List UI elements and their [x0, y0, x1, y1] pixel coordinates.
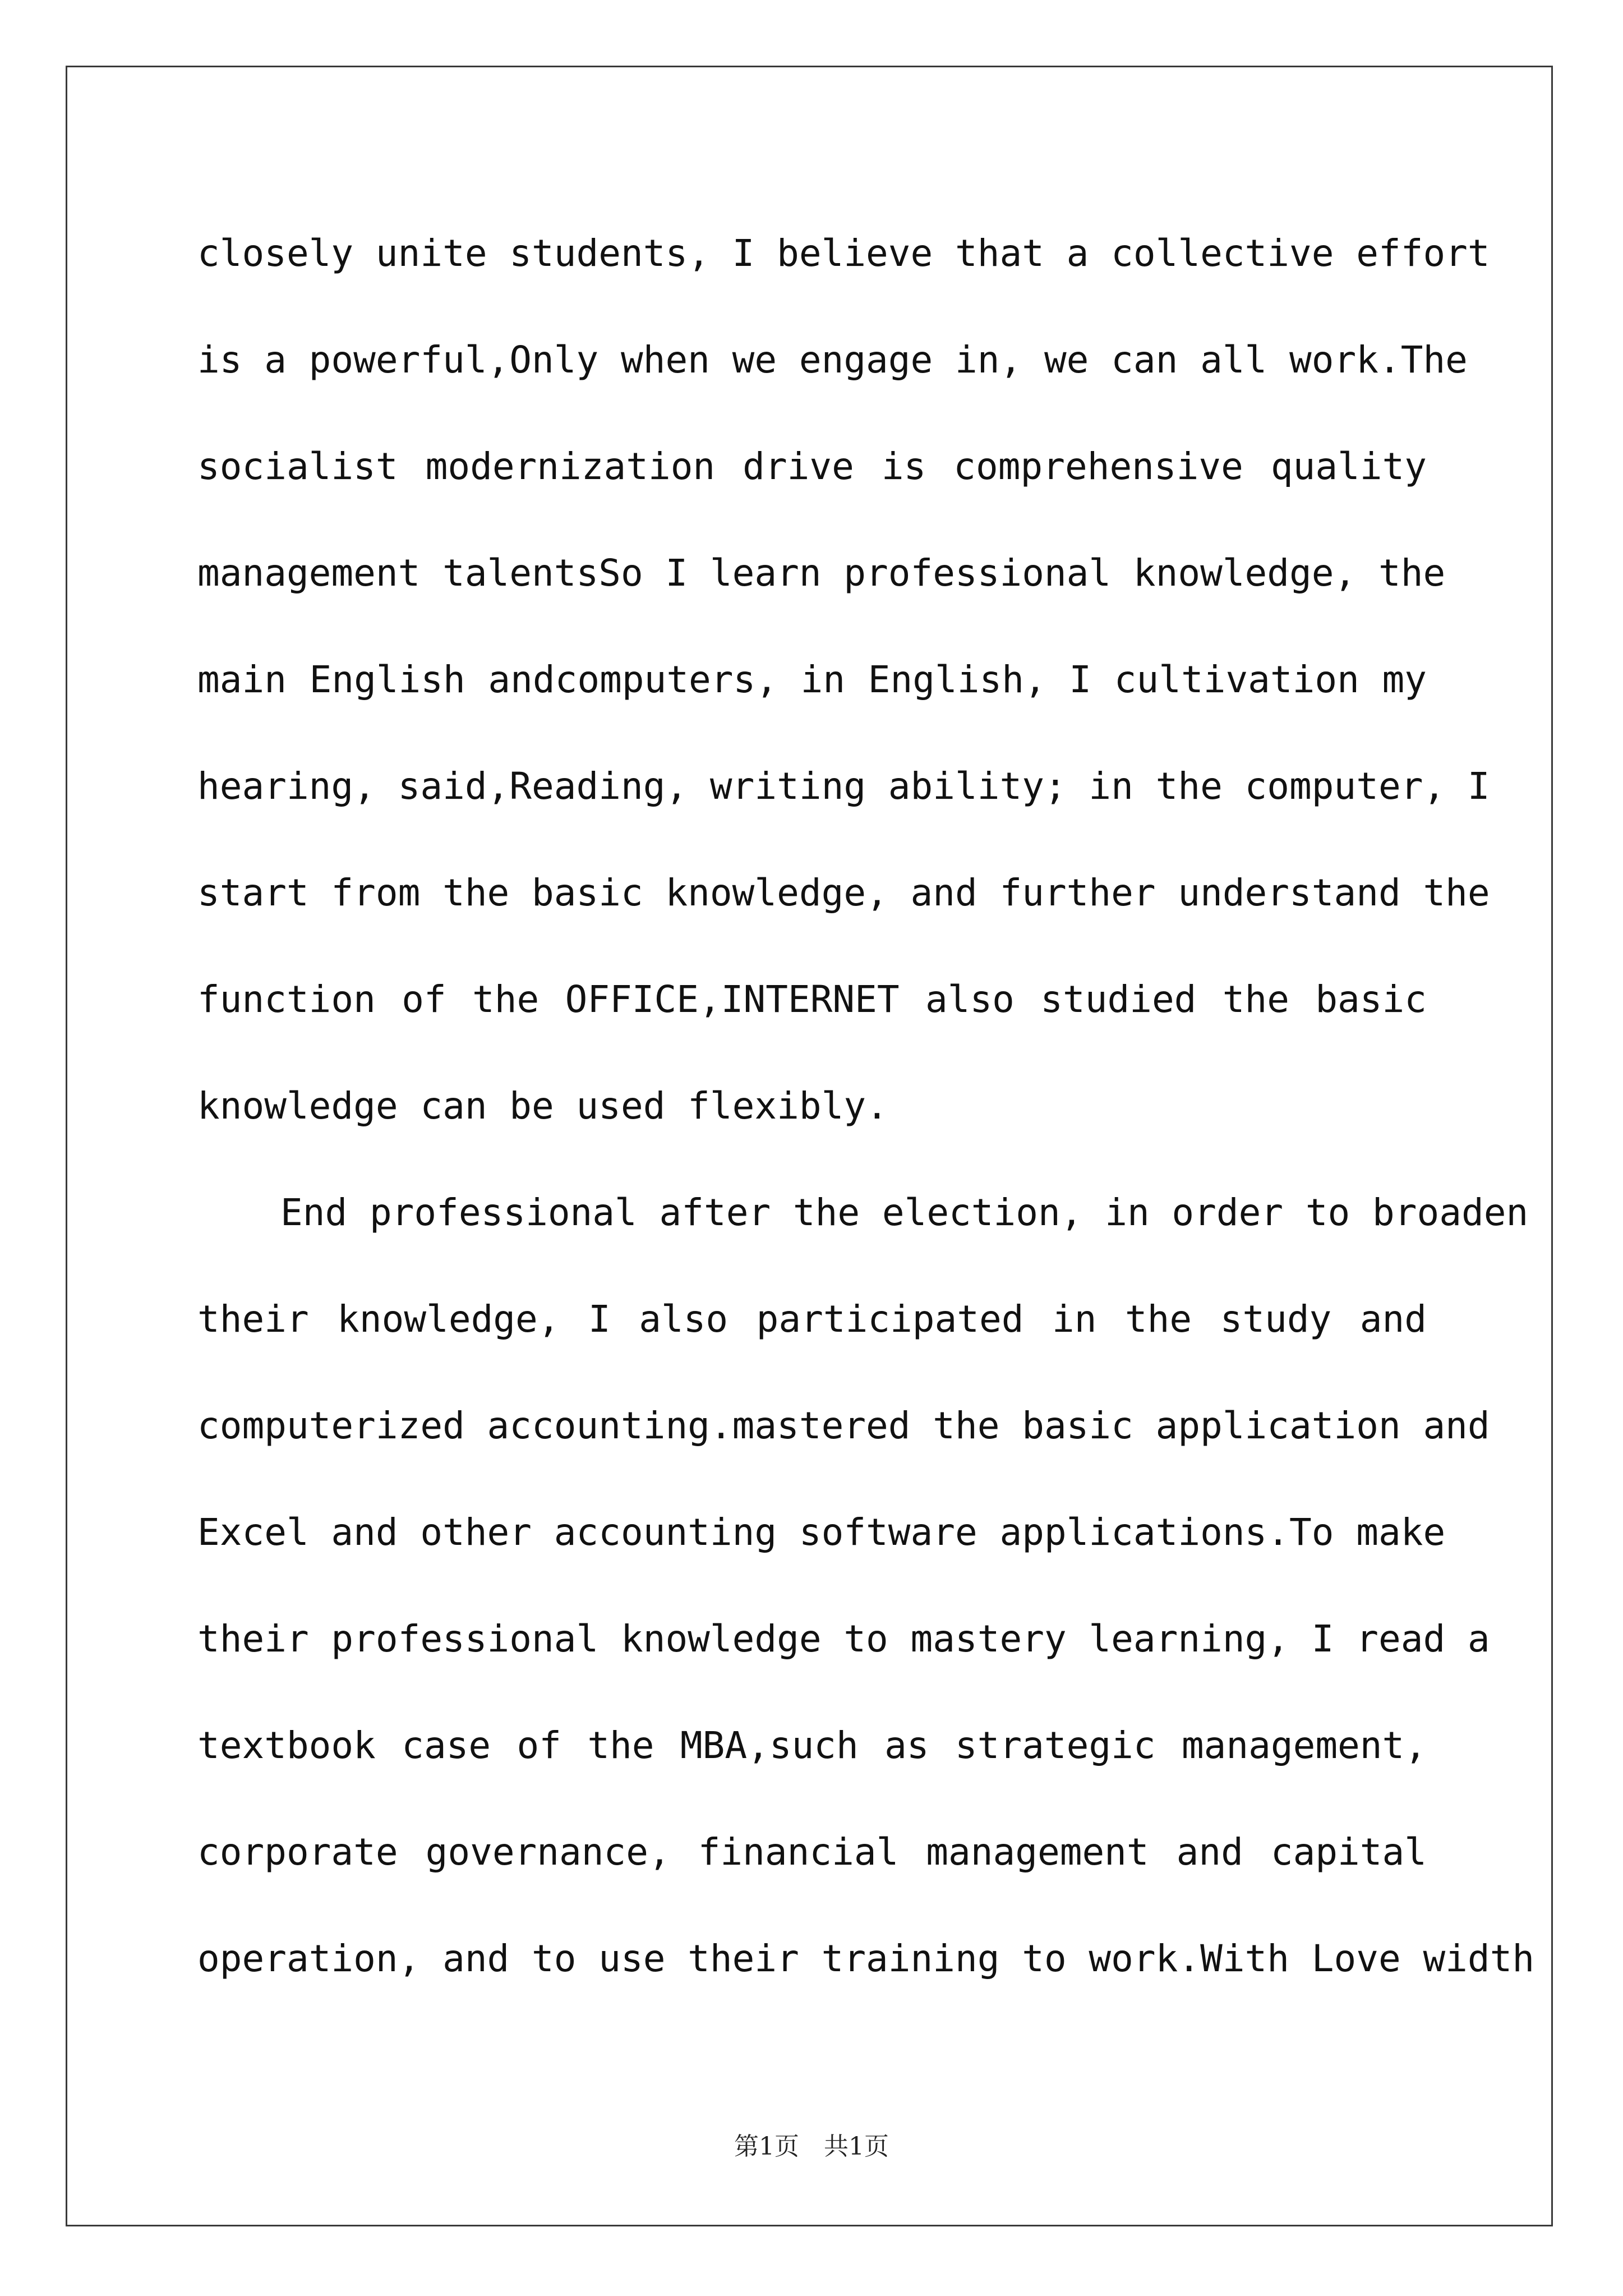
text-line: their knowledge, I also participated in the study and: [197, 1297, 1427, 1341]
text-line: hearing, said,Reading, writing ability; in the computer, I: [197, 765, 1490, 808]
text-line: corporate governance, financial management and capital: [197, 1830, 1427, 1874]
text-line: start from the basic knowledge, and further understand the: [197, 871, 1490, 914]
text-line: closely unite students, I believe that a collective effort: [197, 232, 1490, 275]
text-line: their professional knowledge to mastery learning, I read a: [197, 1617, 1490, 1660]
page-frame: [66, 66, 1553, 2226]
text-line: main English andcomputers, in English, I cultivation my: [197, 658, 1427, 701]
text-line: operation, and to use their training to work.With Love width: [197, 1937, 1535, 1980]
text-line: function of the OFFICE,INTERNET also studied the basic: [197, 978, 1427, 1021]
page-number-footer: 第1页 共1页: [734, 2132, 889, 2161]
text-line: is a powerful,Only when we engage in, we can all work.The: [197, 338, 1468, 381]
text-line: knowledge can be used flexibly.: [197, 1084, 888, 1128]
text-line: socialist modernization drive is comprehensive quality: [197, 445, 1427, 488]
text-line: computerized accounting.mastered the basic application and: [197, 1404, 1490, 1447]
text-line: Excel and other accounting software applications.To make: [197, 1511, 1446, 1554]
text-line: textbook case of the MBA,such as strategic management,: [197, 1724, 1427, 1767]
text-line: management talentsSo I learn professional knowledge, the: [197, 551, 1446, 595]
paragraph-first-line: End professional after the election, in order to broaden: [280, 1191, 1529, 1234]
